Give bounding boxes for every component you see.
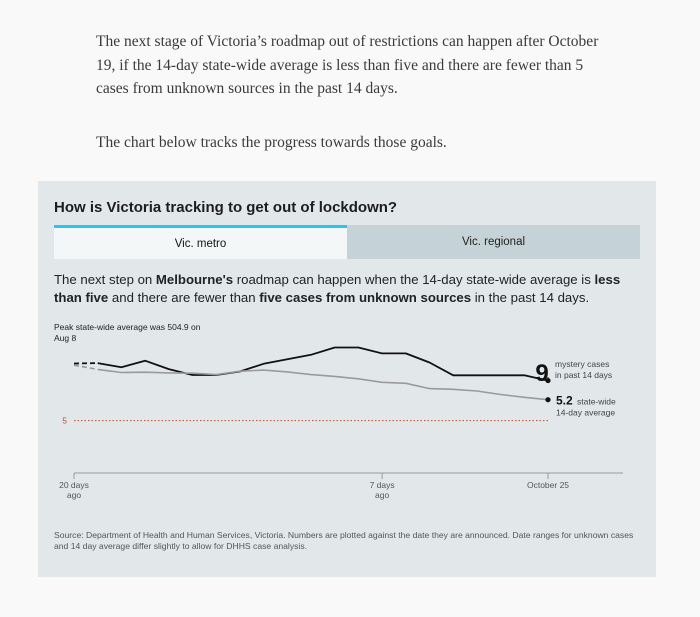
- peak-note: Peak state-wide average was 504.9 on Aug 8: [54, 322, 201, 343]
- x-tick-label: October 25: [526, 480, 570, 490]
- x-tick-label: 7 days: [369, 480, 395, 490]
- desc-text-1: The next step on: [54, 272, 156, 287]
- average-label-line2: 14-day average: [556, 407, 616, 418]
- series-end-dot-1: [545, 397, 550, 402]
- average-value: 5.2: [556, 393, 573, 408]
- average-label: state-wide: [577, 396, 616, 407]
- tab-vic-regional[interactable]: Vic. regional: [347, 225, 640, 259]
- x-tick-label-line2: ago: [66, 490, 82, 500]
- tab-vic-metro[interactable]: Vic. metro: [54, 225, 347, 259]
- mystery-label: mystery cases: [555, 359, 610, 369]
- desc-bold-3: five cases from unknown sources: [259, 290, 472, 305]
- x-tick-label-line2: ago: [375, 490, 390, 500]
- chart-card-title: How is Victoria tracking to get out of lockdown?: [54, 199, 398, 216]
- source-note: Source: Department of Health and Human Services, Victoria. Numbers are plotted against the date they are announced. Date ranges for unknown cases and 14 day average differ slightly to allow for DHHS case analysis.: [54, 530, 634, 551]
- desc-text-4: in the past 14 days.: [471, 290, 590, 305]
- desc-text-3: and there are fewer than: [108, 290, 260, 305]
- desc-bold-2: less than five: [54, 272, 621, 305]
- series-line-dashed-1: [74, 365, 98, 369]
- chart-card: [38, 181, 656, 577]
- desc-bold-1: Melbourne's: [155, 272, 234, 287]
- intro-text: [96, 30, 616, 184]
- mystery-label-line2: in past 14 days: [555, 370, 613, 380]
- line-chart: [38, 181, 656, 521]
- desc-text-2: roadmap can happen when the 14-day state-wide average is: [233, 272, 595, 287]
- target-label: 5: [62, 415, 67, 426]
- intro-paragraph-1: The next stage of Victoria’s roadmap out of restrictions can happen after October 19, if the 14-day state-wide average is less than five and there are fewer than 5 cases from unknown sources in the past 14 days.: [96, 33, 599, 97]
- series-line-1: [98, 369, 548, 399]
- x-tick-label: 20 days: [59, 480, 89, 490]
- mystery-value: 9: [535, 360, 549, 387]
- intro-paragraph-2: The chart below tracks the progress towards those goals.: [96, 133, 447, 151]
